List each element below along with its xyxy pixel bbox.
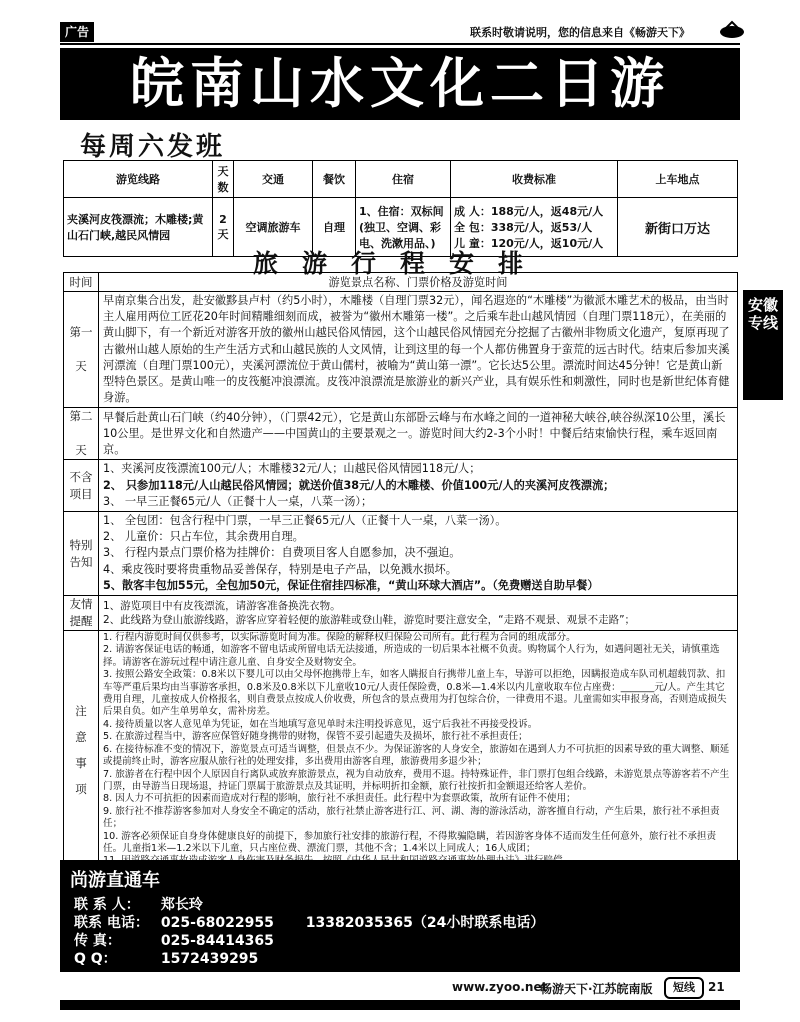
page-number: 21 bbox=[708, 980, 725, 994]
day1-label bbox=[64, 292, 99, 408]
day2-label-a: 第二 bbox=[69, 409, 93, 424]
contact-value: 025-68022955 bbox=[160, 915, 274, 931]
route-transport: 空调旅游车 bbox=[234, 198, 313, 257]
day2-label bbox=[64, 408, 99, 460]
note-item: 6. 在接待标准不变的情况下，游览景点可适当调整，但景点不少。为保证游客的人身安全，旅游如在遇到人力不可抗拒的因素导致的重大调整、顺延或提前终止时，游客应服从旅行社的处理安排，多出费用由游客自理，旅游费用多退少补； bbox=[103, 743, 730, 768]
excluded-item-3: 3、 一早三正餐65元/人（正餐十人一桌，八菜一汤）； bbox=[103, 494, 373, 508]
footer-badge: 短线 bbox=[664, 977, 704, 999]
reminder-items bbox=[99, 596, 738, 631]
side-tab-label: 安徽专线 bbox=[747, 296, 778, 332]
contact-row-person bbox=[74, 894, 203, 914]
itinerary-header-row bbox=[64, 273, 738, 292]
source-notice: 联系时敬请说明，您的信息来自《畅游天下》 bbox=[470, 26, 690, 39]
contact-value: 025-84414365 bbox=[160, 933, 274, 949]
excluded-label bbox=[64, 460, 99, 512]
contact-block bbox=[60, 860, 740, 972]
reminder-label-a: 友情 bbox=[69, 597, 93, 612]
col-days: 天数 bbox=[213, 161, 234, 198]
special-label bbox=[64, 512, 99, 596]
special-items bbox=[99, 512, 738, 596]
special-row bbox=[64, 512, 738, 596]
reminder-label-b: 提醒 bbox=[69, 614, 93, 629]
notes-items bbox=[99, 631, 738, 870]
contact-mobile: 13382035365（24小时联系电话） bbox=[305, 915, 545, 931]
route-days: 2天 bbox=[213, 198, 234, 257]
excluded-label-b: 项目 bbox=[69, 486, 93, 501]
special-item-3: 3、 行程内景点门票价格为挂牌价：自费项目客人自愿参加，决不强迫。 bbox=[103, 546, 461, 560]
contact-key: 传 真： bbox=[74, 933, 121, 949]
weekly-departure-heading: 每周六发班 bbox=[80, 132, 226, 162]
note-item: 4. 接待质量以客人意见单为凭证，如在当地填写意见单时未注明投诉意见，返宁后我社不再接受投诉。 bbox=[103, 718, 538, 730]
route-name: 夹溪河皮筏漂流；木雕楼;黄山石门峡,越民风情园 bbox=[64, 198, 213, 257]
note-item: 8. 因人力不可抗拒的因素而造成对行程的影响，旅行社不承担责任。此行程中为套票政策，故所有证件不使用； bbox=[103, 793, 576, 805]
special-item-2: 2、 儿童价：只占车位，其余费用自理。 bbox=[103, 530, 304, 544]
price-child: 儿 童：120元/人，返10元/人 bbox=[454, 237, 604, 250]
note-item: 5. 在旅游过程当中，游客应保管好随身携带的财物，保管不妥引起遗失及损坏，旅行社不承担责任； bbox=[103, 731, 528, 743]
contact-key: 联系 电话： bbox=[74, 915, 149, 931]
route-table-header-row bbox=[64, 161, 738, 198]
note-item: 1. 行程内游览时间仅供参考，以实际游览时间为准。保险的解释权归保险公司所有。此行程为合同的组成部分。 bbox=[103, 632, 576, 644]
contact-row-phone bbox=[74, 912, 544, 932]
contact-title: 尚游直通车 bbox=[70, 870, 160, 891]
route-lodging: 1、住宿：双标间(独卫、空调、彩电、洗漱用品、) bbox=[356, 198, 451, 257]
route-summary-table bbox=[63, 160, 738, 257]
reminder-row bbox=[64, 596, 738, 631]
notes-row bbox=[64, 631, 738, 870]
excluded-row bbox=[64, 460, 738, 512]
publication-logo-icon bbox=[718, 20, 746, 40]
excluded-item-1: 1、夹溪河皮筏漂流100元/人；木雕楼32元/人；山越民俗风情园118元/人； bbox=[103, 462, 481, 476]
special-label-a: 特别 bbox=[69, 537, 93, 552]
page-title: 皖南山水文化二日游 bbox=[60, 48, 740, 120]
price-full: 全 包：338元/人，返53/人 bbox=[454, 221, 593, 234]
notes-label bbox=[64, 631, 99, 870]
special-item-5: 5、散客丰包加55元，全包加50元，保证住宿挂四标准，“黄山环球大酒店”。（免费赠送自助早餐） bbox=[103, 578, 599, 592]
excluded-items bbox=[99, 460, 738, 512]
day1-label-b: 天 bbox=[75, 359, 87, 374]
note-item: 3. 按照公路安全政策：0.8米以下婴儿可以由父母怀抱携带上车，如客人瞒报自行携带儿童上车，导游可以拒绝，因瞒报造成车队司机超载罚款、扣车等严重后果均由当事游客承担，0.8米及0.8米以下儿童收10元/人责任保险费，0.8米—1.4米以内儿童收取车位占座费：_______元/人。产生其它费用自理，儿童按成人价格报名，则自费景点按成人价收费，所包含的景点费用为打包综合价，一律费用不退。儿童需如实申报身高，否则造成损失后果自负。如产生单男单女，需补房差。 bbox=[103, 669, 727, 718]
itinerary-table bbox=[63, 272, 738, 870]
footer-website: www.zyoo.net bbox=[452, 980, 548, 994]
col-lodging: 住宿 bbox=[356, 161, 451, 198]
special-label-b: 告知 bbox=[69, 554, 93, 569]
day1-text: 早南京集合出发，赴安徽黟县卢村（约5小时），木雕楼（自理门票32元），闻名遐迩的“木雕楼”为徽派木雕艺术的极品，由当时主人雇用两位工匠花20年时间精雕细刻而成，被誉为“徽州木雕第一楼”。之后乘车赴山越风情园（自理门票118元），在美丽的黄山脚下，有一个新近对游客开放的徽州山越民俗风情园，这个山越民俗风情园充分挖掘了古徽州非物质文化遗产，复原再现了古徽州山越人原始的生产生活方式和山越民族的人文风情，让到这里的每一个人都仿佛置身于蛮荒的远古时代。结束后参加夹溪河漂流（自理门票100元），夹溪河漂流位于黄山儒村，被喻为“黄山第一漂”。它长达5公里。漂流时间达45分钟！它是黄山新型特色景区。是黄山唯一的皮筏艇冲浪漂流。皮筏冲浪漂流是旅游业的新兴产业，具有娱乐性和刺激性，同时也是新世纪体育健身游。 bbox=[99, 292, 738, 408]
contact-value: 郑长玲 bbox=[160, 897, 203, 913]
ad-tag: 广告 bbox=[60, 22, 94, 42]
day2-label-b: 天 bbox=[75, 443, 87, 458]
price-adult: 成 人：188元/人，返48元/人 bbox=[454, 205, 604, 218]
col-price: 收费标准 bbox=[451, 161, 618, 198]
contact-row-qq bbox=[74, 948, 258, 968]
reminder-item-2: 2、此线路为登山旅游线路，游客应穿着轻便的旅游鞋或登山鞋，游览时要注意安全，“走路不观景、观景不走路”； bbox=[103, 614, 636, 627]
route-meals: 自理 bbox=[313, 198, 356, 257]
section-side-tab bbox=[743, 290, 783, 400]
top-divider bbox=[60, 43, 740, 45]
excluded-label-a: 不含 bbox=[69, 469, 93, 484]
contact-key: 联 系 人： bbox=[74, 897, 140, 913]
note-item: 2. 请游客保证电话的畅通，如游客不留电话或所留电话无法接通，所造成的一切后果本社概不负责。购物属个人行为，如遇问题社无关，请慎重选择。请游客在游玩过程中请注意儿童、自身安全及财物安全。 bbox=[103, 644, 720, 668]
excluded-item-2: 2、 只参加118元/人山越民俗风情园；就送价值38元/人的木雕楼、价值100元/人的夹溪河皮筏漂流； bbox=[103, 478, 615, 492]
reminder-label bbox=[64, 596, 99, 631]
day1-label-a: 第一 bbox=[69, 325, 93, 340]
note-item: 9. 旅行社不推荐游客参加对人身安全不确定的活动，旅行社禁止游客进行江、河、湖、海的游泳活动，游客擅自行动，产生后果，旅行社不承担责任； bbox=[103, 805, 720, 830]
note-item: 7. 旅游者在行程中因个人原因自行离队或放弃旅游景点，视为自动放弃，费用不退。持特殊证件，非门票打包组合线路，未游览景点等游客若不产生门票，由导游当日现场退，持证门票属于旅游景点及其证明，并标明折扣金额，旅行社按折扣金额退还给客人差价。 bbox=[103, 768, 730, 792]
contact-key: Q Q： bbox=[74, 951, 117, 967]
special-item-1: 1、 全包团：包含行程中门票，一早三正餐65元/人（正餐十人一桌，八菜一汤）。 bbox=[103, 514, 507, 528]
notes-label-1: 注 bbox=[75, 703, 87, 718]
notes-label-3: 事 bbox=[75, 755, 87, 770]
itinerary-col-desc: 游览景点名称、门票价格及游览时间 bbox=[99, 273, 738, 292]
col-route: 游览线路 bbox=[64, 161, 213, 198]
route-pickup: 新街口万达 bbox=[618, 198, 738, 257]
day2-text: 早餐后赴黄山石门峡（约40分钟），（门票42元），它是黄山东部卧云峰与布水峰之间的一道神秘大峡谷,峡谷纵深10公里，溪长10公里。是世界文化和自然遗产——中国黄山的主要景观之一。游览时间大约2-3个小时！中餐后结束愉快行程，乘车返回南京。 bbox=[99, 408, 738, 460]
schedule-title: 旅游行程安排 bbox=[252, 249, 547, 278]
day2-row bbox=[64, 408, 738, 460]
footer-publication: 畅游天下·江苏皖南版 bbox=[540, 982, 653, 996]
col-meals: 餐饮 bbox=[313, 161, 356, 198]
contact-row-fax bbox=[74, 930, 274, 950]
col-pickup: 上车地点 bbox=[618, 161, 738, 198]
special-item-4: 4、乘皮筏时要将贵重物品妥善保存，特别是电子产品，以免溅水损坏。 bbox=[103, 562, 457, 576]
col-transport: 交通 bbox=[234, 161, 313, 198]
note-item: 10. 游客必须保证自身身体健康良好的前提下，参加旅行社安排的旅游行程，不得欺骗隐瞒，若因游客身体不适而发生任何意外，旅行社不承担责任。儿童指1米—1.2米以下儿童，只占座位费、漂流门票，其他不含；1.4米以上同成人；16人成团； bbox=[103, 830, 717, 854]
contact-value: 1572439295 bbox=[160, 951, 259, 967]
footer-bar bbox=[60, 1000, 740, 1010]
day1-row bbox=[64, 292, 738, 408]
itinerary-col-time: 时间 bbox=[64, 273, 99, 292]
notes-label-2: 意 bbox=[75, 729, 87, 744]
notes-label-4: 项 bbox=[75, 781, 87, 796]
reminder-item-1: 1、游览项目中有皮筏漂流，请游客准备换洗衣物。 bbox=[103, 600, 341, 613]
